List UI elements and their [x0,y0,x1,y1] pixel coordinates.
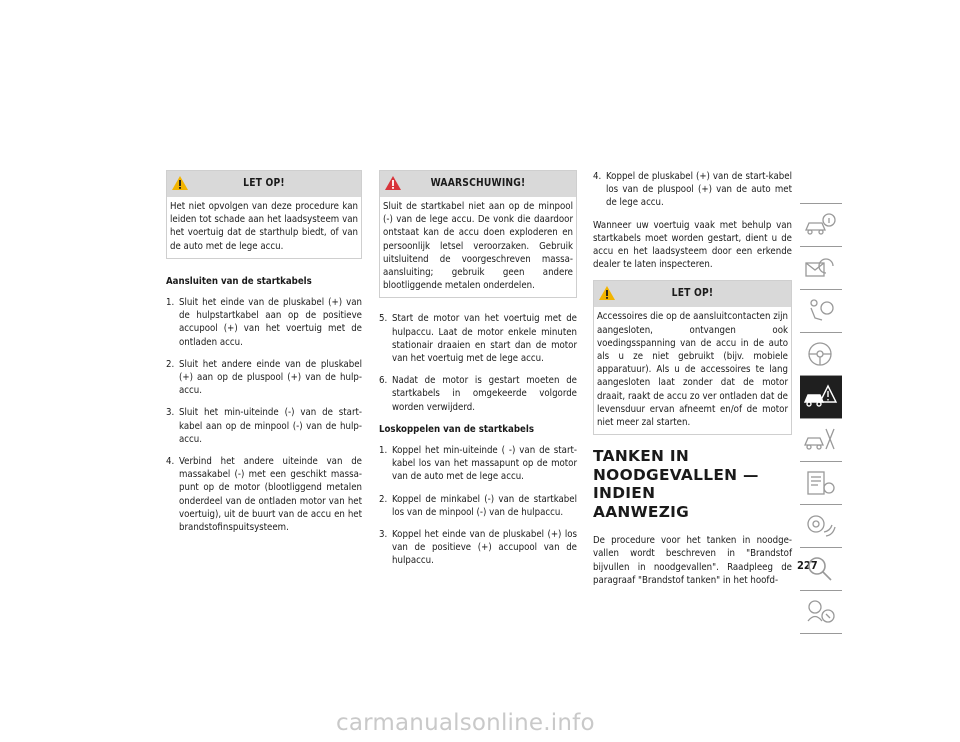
multimedia-icon [802,509,838,543]
column-left [166,170,362,543]
list-text: Sluit het andere einde van de pluskabel (+) aan op de pluspool (+) van de hulp-accu. [179,358,362,397]
car-service-tools-icon [802,423,838,457]
steering-wheel-icon [802,337,838,371]
dashboard-message-icon [802,251,838,285]
column-right [593,170,792,596]
warning-title: WAARSCHUWING! [430,178,526,189]
list-item [379,374,577,414]
caution-box [593,280,792,435]
list-number: 5. [379,313,388,325]
tab-car-info[interactable] [800,203,842,246]
section-title [593,447,792,521]
caution-title: LET OP! [243,178,285,189]
list-text: Sluit het min-uiteinde (-) van de start-kabel aan op de minpool (-) van de hulp-accu. [179,407,362,445]
page-number: 227 [797,559,818,572]
car-info-icon [802,208,838,242]
technical-specs-icon [802,466,838,500]
hazard-warning-car-icon [802,380,838,414]
tab-safety[interactable] [800,289,842,332]
subheading-disconnect: Loskoppelen van de startkabels [379,423,534,435]
list-number: 2. [166,358,175,370]
tab-multimedia[interactable] [800,504,842,547]
list-item [379,528,577,568]
warning-triangle-icon [384,175,402,191]
section-title-line: NOODGEVALLEN — INDIEN [593,465,759,503]
list-number: 1. [166,297,175,309]
list-item [379,444,577,484]
caution-triangle-icon [171,175,189,191]
list-number: 3. [166,407,175,419]
list-item [166,406,362,446]
tab-language[interactable] [800,590,842,634]
list-number: 1. [379,445,388,457]
language-service-icon [802,595,838,629]
list-text: Koppel het min-uiteinde ( -) van de start-kabel los van het massapunt op de motor van de auto met de lege accu. [392,445,577,483]
list-item [166,455,362,534]
tab-service[interactable] [800,418,842,461]
chapter-tabs [800,203,842,634]
caution-box [166,170,362,259]
column-middle [379,170,577,577]
tab-index[interactable] [800,547,842,590]
paragraph-inspection: Wanneer uw voertuig vaak met behulp van startkabels moet worden gestart, dient u de accu en het laadsysteem door een erkende dealer te laten inspecteren. [593,219,792,271]
subheading-connect: Aansluiten van de startkabels [166,275,312,287]
list-item [166,358,362,398]
caution-title: LET OP! [671,288,714,300]
list-item [379,493,577,519]
caution-triangle-icon [598,285,616,301]
list-text: Koppel de minkabel (-) van de startkabel los van de minpool (-) van de hulpaccu. [392,493,577,518]
list-number: 2. [379,493,388,505]
caution-header [167,171,361,197]
list-number: 4. [593,171,602,182]
paragraph-emergency-fuel: De procedure voor het tanken in noodge-vallen wordt beschreven in "Brandstof bijvullen in noodgevallen". Raadpleeg de paragraaf "Brandstof tanken" in het hoofd- [593,535,792,586]
list-text: Verbind het andere uiteinde van de massakabel (-) met een geschikt massa-punt op de motor (blootliggend metalen onderdeel van de ontladen motor van het voertuig), uit de buurt van de accu en het brandstofinspuitsysteem. [179,456,362,534]
tab-specifications[interactable] [800,461,842,504]
caution-header [594,281,791,307]
list-number: 6. [379,375,388,387]
tab-emergencies[interactable] [800,375,842,418]
list-text: Sluit het einde van de pluskabel (+) van de hulpstartkabel aan op de positieve accupool (+) van het voertuig met de ontladen accu. [179,297,362,348]
list-text: Koppel het einde van de pluskabel (+) los van de positieve (+) accupool van de hulpaccu. [392,529,577,567]
list-number: 3. [379,529,388,541]
caution-text: Het niet opvolgen van deze procedure kan leiden tot schade aan het laadsysteem van het voertuig dat de starthulp biedt, of van de auto met de lege accu. [170,201,358,252]
magnifier-index-icon [802,552,838,586]
list-item [379,312,577,365]
list-item [593,170,792,210]
tab-dashboard[interactable] [800,246,842,289]
list-text: Koppel de pluskabel (+) van de start-kabel los van de pluspool (+) van de auto met de lege accu. [606,171,792,209]
watermark: carmanualsonline.info [336,710,595,736]
warning-box [379,170,577,298]
section-title-line: TANKEN IN [593,447,690,466]
list-text: Start de motor van het voertuig met de hulpaccu. Laat de motor enkele minuten stationair draaien en start dan de motor van het voertuig met de lege accu. [392,313,577,365]
list-text: Nadat de motor is gestart moeten de startkabels in omgekeerde volgorde worden verwijderd. [392,375,577,413]
warning-header [380,171,576,197]
list-number: 4. [166,456,175,468]
airbag-safety-icon [802,294,838,328]
tab-driving[interactable] [800,332,842,375]
section-title-line: AANWEZIG [593,502,690,521]
warning-text: Sluit de startkabel niet aan op de minpool (-) van de lege accu. De vonk die daardoor ontstaat kan de accu doen exploderen en persoonlijk letsel veroorzaken. Gebruik uitsluitend de voorgeschreven massa-aansluiting; gebruik geen andere blootliggende metalen onderdelen. [383,201,573,292]
caution-text: Accessoires die op de aansluitcontacten zijn aangesloten, ontvangen ook voedingsspanning van de accu in de auto als u ze niet gebruikt (bijv. mobiele apparatuur). Als u de accessoires te lang aangesloten laat zonder dat de motor draait, raakt de accu zo ver ontladen dat de levensduur ervan afneemt en/of de motor niet meer zal starten. [597,311,788,429]
list-item [166,296,362,349]
